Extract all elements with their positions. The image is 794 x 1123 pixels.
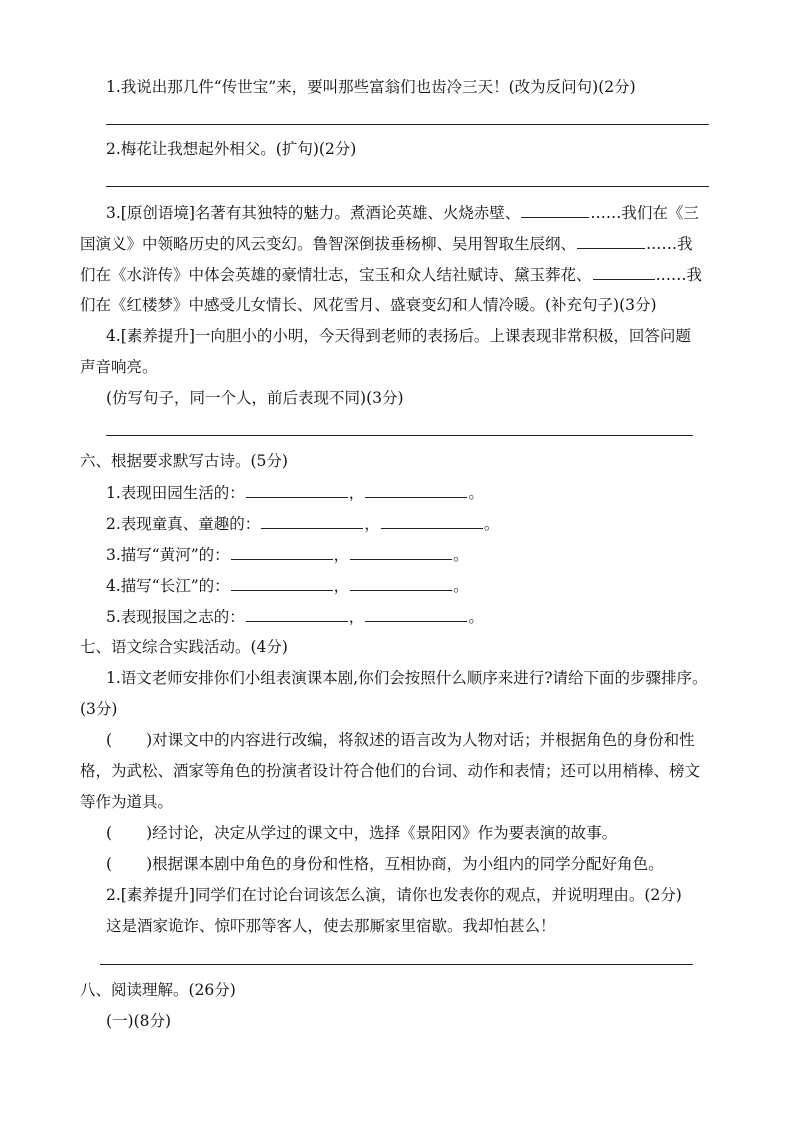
section-6-title: 六、根据要求默写古诗。(5分) [80,452,288,470]
answer-line[interactable] [106,435,693,436]
question-5-3-line-1 [106,202,699,223]
open-paren: ( [106,855,113,873]
period: 。 [483,515,500,533]
period: 。 [453,546,469,564]
period: 。 [468,484,484,502]
question-5-3-text: ……我们在《三 [590,204,699,222]
poem-item-2 [106,513,499,534]
question-5-1: 1.我说出那几件“传世宝”来，要叫那些富翁们也齿冷三天！(改为反问句)(2分) [106,78,636,96]
period: 。 [453,577,469,595]
answer-line[interactable] [106,124,709,125]
fill-blank[interactable] [350,575,452,591]
question-5-3-text: 们在《水浒传》中体会英雄的豪情壮志，宝玉和众人结社赋诗、黛玉葬花、 [80,266,592,284]
poem-item-3 [106,544,469,565]
poem-item-5 [106,606,484,627]
poem-item-label: 2.表现童真、童趣的： [106,515,261,533]
answer-line[interactable] [100,964,693,965]
fill-blank[interactable] [350,544,452,560]
fill-blank[interactable] [365,482,467,498]
step-text: )根据课本剧中角色的身份和性格，互相协商，为小组内的同学分配好角色。 [146,855,664,873]
fill-blank[interactable] [231,575,333,591]
question-5-3-line-3 [80,264,702,285]
question-5-4-line-1: 4.[素养提升]一向胆小的小明，今天得到老师的表扬后。上课表现非常积极，回答问题 [106,327,691,345]
step-1-line-1 [106,730,695,750]
separator: ， [333,546,350,564]
fill-blank[interactable] [246,482,348,498]
section-8-subsection-1: (一)(8分) [106,1012,172,1030]
fill-blank[interactable] [577,233,645,249]
section-7-title: 七、语文综合实践活动。(4分) [80,638,288,656]
question-7-1-line-1: 1.语文老师安排你们小组表演课本剧,你们会按照什么顺序来进行?请给下面的步骤排序。 [106,669,708,687]
separator: ， [364,515,380,533]
question-5-3-text: 国演义》中领略历史的风云变幻。鲁智深倒拔垂杨柳、吴用智取生辰纲、 [80,235,577,253]
separator: ， [333,577,350,595]
question-7-2-line-1: 2.[素养提升]同学们在讨论台词该怎么演，请你也发表你的观点，并说明理由。(2分) [106,886,682,904]
poem-item-1 [106,482,484,503]
fill-blank[interactable] [593,264,655,280]
question-7-2-quote: 这是酒家诡诈、惊吓那等客人，使去那厮家里宿歇。我却怕甚么！ [106,917,556,935]
step-text: )经讨论，决定从学过的课文中，选择《景阳冈》作为要表演的故事。 [146,824,618,842]
poem-item-4 [106,575,469,596]
poem-item-label: 3.描写“黄河”的： [106,546,230,564]
question-5-3-text: 3.[原创语境]名著有其独特的魅力。煮酒论英雄、火烧赤壁、 [106,204,521,222]
fill-blank[interactable] [261,513,363,529]
question-5-3-line-4: 们在《红楼梦》中感受儿女情长、风花雪月、盛衰变幻和人情冷暖。(补充句子)(3分) [80,296,657,314]
fill-blank[interactable] [381,513,483,529]
step-1-line-3: 等作为道具。 [80,793,174,811]
answer-line[interactable] [106,186,709,187]
question-5-2: 2.梅花让我想起外相父。(扩句)(2分) [106,140,357,158]
question-7-1-line-2: (3分) [80,700,118,718]
period: 。 [468,608,484,626]
fill-blank[interactable] [365,606,467,622]
fill-blank[interactable] [246,606,348,622]
fill-blank[interactable] [521,202,589,218]
step-2 [106,823,617,843]
open-paren: ( [106,731,113,749]
question-5-3-text: ……我 [655,266,703,284]
question-5-4-instruction: (仿写句子，同一个人，前后表现不同)(3分) [106,389,404,407]
step-3 [106,854,664,874]
open-paren: ( [106,824,113,842]
question-5-3-text: ……我 [646,235,693,253]
separator: ， [348,608,365,626]
poem-item-label: 5.表现报国之志的： [106,608,245,626]
fill-blank[interactable] [231,544,333,560]
step-text: )对课文中的内容进行改编，将叙述的语言改为人物对话；并根据角色的身份和性 [146,731,695,749]
separator: ， [348,484,365,502]
question-5-3-line-2 [80,233,693,254]
poem-item-label: 1.表现田园生活的： [106,484,245,502]
question-5-4-line-2: 声音响亮。 [80,358,158,376]
step-1-line-2: 格，为武松、酒家等角色的扮演者设计符合他们的台词、动作和表情；还可以用梢棒、榜文 [80,762,701,780]
poem-item-label: 4.描写“长江”的： [106,577,230,595]
section-8-title: 八、阅读理解。(26分) [80,981,236,999]
